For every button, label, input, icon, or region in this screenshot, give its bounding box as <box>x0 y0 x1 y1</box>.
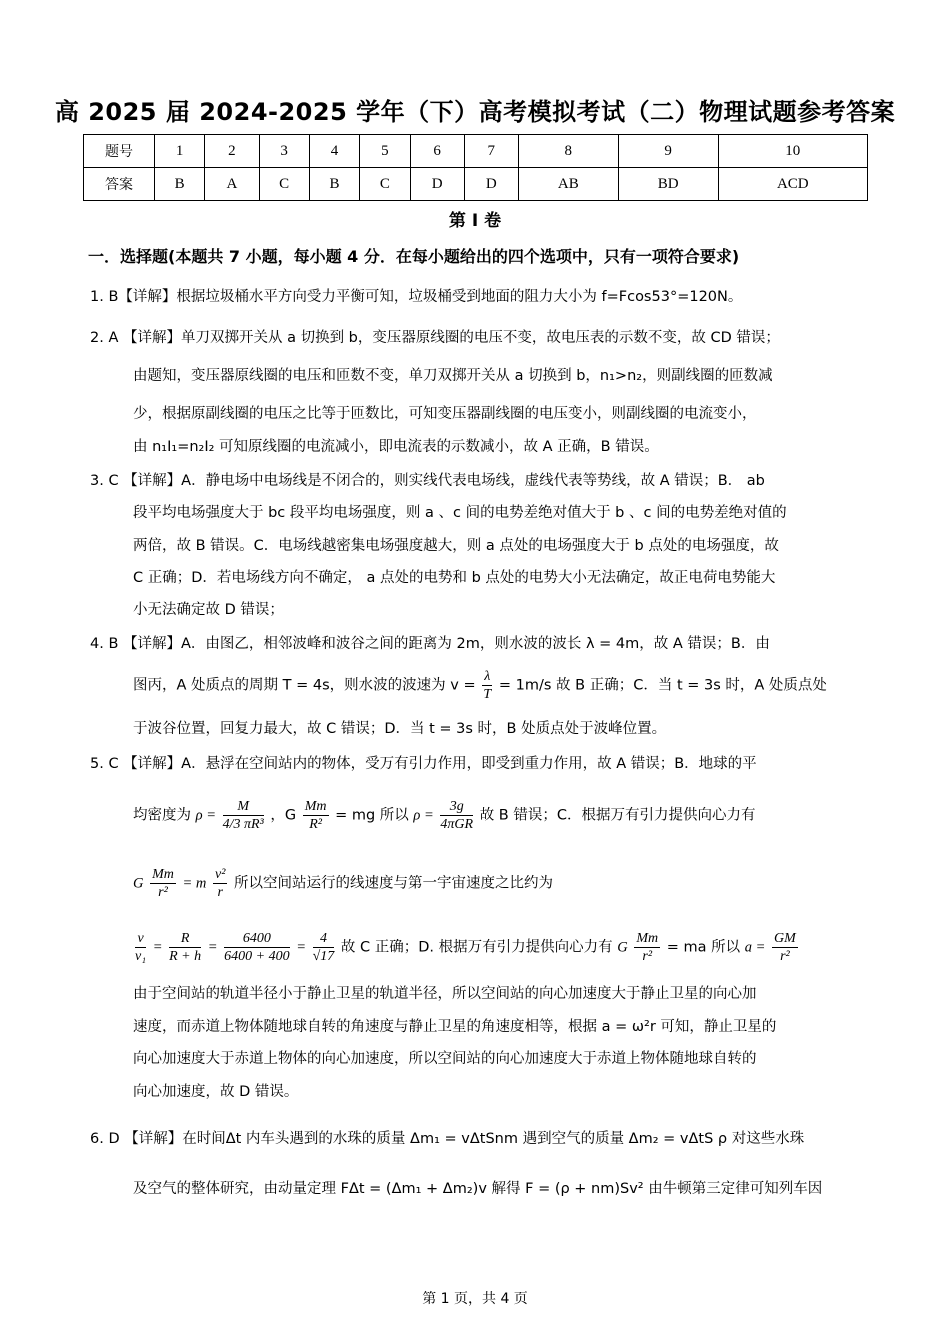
denominator: 6400 + 400 <box>224 949 290 964</box>
answer-table <box>83 134 868 201</box>
q2-line: 由 n₁I₁=n₂I₂ 可知原线圈的电流减小，即电流表的示数减小，故 A 正确，B 错误。 <box>133 439 659 455</box>
text: = mg 所以 <box>335 807 409 824</box>
q6-line: 6. D 【详解】在时间Δt 内车头遇到的水珠的质量 Δm₁ = vΔtSnm 遇到空气的质量 Δm₂ = vΔtS ρ 对这些水珠 <box>90 1131 805 1147</box>
volume-heading: 第 I 卷 <box>448 211 502 231</box>
answer-cell: C <box>360 168 410 201</box>
fraction <box>482 668 492 703</box>
answer-cell: D <box>410 168 464 201</box>
q3-line: 3. C 【详解】A．静电场中电场线是不闭合的，则实线代表电场线，虚线代表等势线，故 A 错误；B． ab <box>90 473 765 489</box>
section-heading: 一．选择题(本题共 7 小题，每小题 4 分．在每小题给出的四个选项中，只有一项符合要求) <box>88 247 740 266</box>
fraction <box>303 798 329 833</box>
numerator: λ <box>484 669 491 684</box>
fraction <box>150 866 176 901</box>
question-number: 6 <box>410 135 464 168</box>
formula: a = <box>744 939 766 956</box>
page-footer: 第 1 页，共 4 页 <box>422 1291 528 1307</box>
answer-cell: B <box>309 168 359 201</box>
question-number: 1 <box>155 135 205 168</box>
question-number: 2 <box>205 135 259 168</box>
q5-line: 5. C 【详解】A．悬浮在空间站内的物体，受万有引力作用，即受到重力作用，故 A 错误；B．地球的平 <box>90 756 757 772</box>
fraction <box>213 866 227 901</box>
q6-line: 及空气的整体研究，由动量定理 FΔt = (Δm₁ + Δm₂)v 解得 F = (ρ + nm)Sv² 由牛顿第三定律可知列车因 <box>133 1181 823 1197</box>
answer-cell: A <box>205 168 259 201</box>
numerator: M <box>223 798 264 816</box>
text: 故 B 错误；C．根据万有引力提供向心力有 <box>479 807 756 824</box>
denominator: 4/3 πR³ <box>222 817 264 832</box>
numerator: v <box>135 930 146 948</box>
denominator: v₁ <box>135 949 147 964</box>
denominator: R² <box>309 817 322 832</box>
numerator: 3g <box>440 798 473 816</box>
page-title: 高 2025 届 2024-2025 学年（下）高考模拟考试（二）物理试题参考答案 <box>54 98 896 126</box>
question-number: 5 <box>360 135 410 168</box>
text: ，G <box>270 807 297 824</box>
denominator: r² <box>642 949 653 964</box>
formula: = <box>296 939 306 956</box>
q2-line: 由题知，变压器原线圈的电压和匝数不变，单刀双掷开关从 a 切换到 b，n₁>n₂，则副线圈的匝数减 <box>133 368 773 384</box>
fraction <box>135 930 146 965</box>
denominator: r² <box>158 885 168 900</box>
numerator: 4 <box>313 930 335 948</box>
denominator: R + h <box>169 949 202 964</box>
q4-line: 于波谷位置，回复力最大，故 C 错误；D．当 t = 3s 时，B 处质点处于波峰位置。 <box>133 721 667 737</box>
numerator: R <box>169 930 201 948</box>
fraction <box>634 930 660 965</box>
q3-line: 两倍，故 B 错误。C．电场线越密集电场强度越大，则 a 点处的电场强度大于 b 点处的电场强度，故 <box>133 538 779 554</box>
q2-line: 少，根据原副线圈的电压之比等于匝数比，可知变压器副线圈的电压变小，则副线圈的电流变小， <box>133 406 757 422</box>
table-row-label: 题号 <box>84 135 155 168</box>
numerator: 6400 <box>224 930 289 948</box>
q1-line: 1. B【详解】根据垃圾桶水平方向受力平衡可知，垃圾桶受到地面的阻力大小为 f=Fcos53°=120N。 <box>90 289 743 305</box>
fraction <box>772 930 798 965</box>
denominator: 4πGR <box>440 817 474 832</box>
text: 均密度为 <box>133 807 191 824</box>
q5-line <box>133 798 756 833</box>
fraction <box>440 798 473 833</box>
numerator: Mm <box>304 799 327 814</box>
q5-line: 向心加速度大于赤道上物体的向心加速度，所以空间站的向心加速度大于赤道上物体随地球自转的 <box>133 1051 757 1067</box>
formula: = m <box>182 875 207 892</box>
formula: ρ = <box>195 807 216 824</box>
text: 图丙，A 处质点的周期 T = 4s，则水波的波速为 v = <box>133 677 476 694</box>
question-number: 9 <box>618 135 718 168</box>
question-number: 8 <box>518 135 618 168</box>
text: 所以空间站运行的线速度与第一宇宙速度之比约为 <box>234 875 554 892</box>
q3-line: 段平均电场强度大于 bc 段平均电场强度，则 a 、c 间的电势差绝对值大于 b 、c 间的电势差绝对值的 <box>133 505 787 521</box>
answer-cell: B <box>155 168 205 201</box>
question-number: 4 <box>309 135 359 168</box>
answer-cell: BD <box>618 168 718 201</box>
question-number: 10 <box>718 135 867 168</box>
formula: ρ = <box>413 807 434 824</box>
q5-line: 向心加速度，故 D 错误。 <box>133 1084 299 1100</box>
denominator: r² <box>780 949 790 964</box>
q3-line: 小无法确定故 D 错误； <box>133 602 284 618</box>
numerator: Mm <box>636 931 659 946</box>
table-row <box>84 168 868 201</box>
question-number: 7 <box>464 135 518 168</box>
numerator: GM <box>774 931 796 946</box>
formula: = <box>152 939 163 956</box>
q5-line: 由于空间站的轨道半径小于静止卫星的轨道半径，所以空间站的向心加速度大于静止卫星的向心加 <box>133 986 757 1002</box>
answer-cell: AB <box>518 168 618 201</box>
q2-line: 2. A 【详解】单刀双掷开关从 a 切换到 b，变压器原线圈的电压不变，故电压表的示数不变，故 CD 错误； <box>90 330 780 346</box>
text: = ma 所以 <box>666 939 741 956</box>
q3-line: C 正确；D．若电场线方向不确定， a 点处的电势和 b 点处的电势大小无法确定，故正电荷电势能大 <box>133 570 776 586</box>
q5-line <box>133 930 800 965</box>
q4-line <box>133 668 827 703</box>
text: = 1m/s 故 B 正确；C．当 t = 3s 时，A 处质点处 <box>498 677 827 694</box>
q5-line <box>133 866 553 901</box>
answer-cell: ACD <box>718 168 867 201</box>
text: 故 C 正确；D. 根据万有引力提供向心力有 <box>340 939 613 956</box>
formula: = <box>207 939 218 956</box>
table-row <box>84 135 868 168</box>
fraction <box>169 930 201 965</box>
formula: G <box>133 875 144 892</box>
answer-cell: C <box>259 168 309 201</box>
fraction <box>223 798 264 833</box>
denominator: √17 <box>312 949 335 964</box>
formula: G <box>617 939 628 956</box>
denominator: T <box>483 687 492 702</box>
table-row-label: 答案 <box>84 168 155 201</box>
denominator: r <box>217 885 223 900</box>
fraction <box>313 930 335 965</box>
q4-line: 4. B 【详解】A．由图乙，相邻波峰和波谷之间的距离为 2m，则水波的波长 λ = 4m，故 A 错误；B．由 <box>90 636 770 652</box>
numerator: Mm <box>152 867 174 882</box>
q5-line: 速度，而赤道上物体随地球自转的角速度与静止卫星的角速度相等，根据 a = ω²r 可知，静止卫星的 <box>133 1019 777 1035</box>
fraction <box>224 930 289 965</box>
answer-cell: D <box>464 168 518 201</box>
numerator: v² <box>214 867 226 882</box>
question-number: 3 <box>259 135 309 168</box>
